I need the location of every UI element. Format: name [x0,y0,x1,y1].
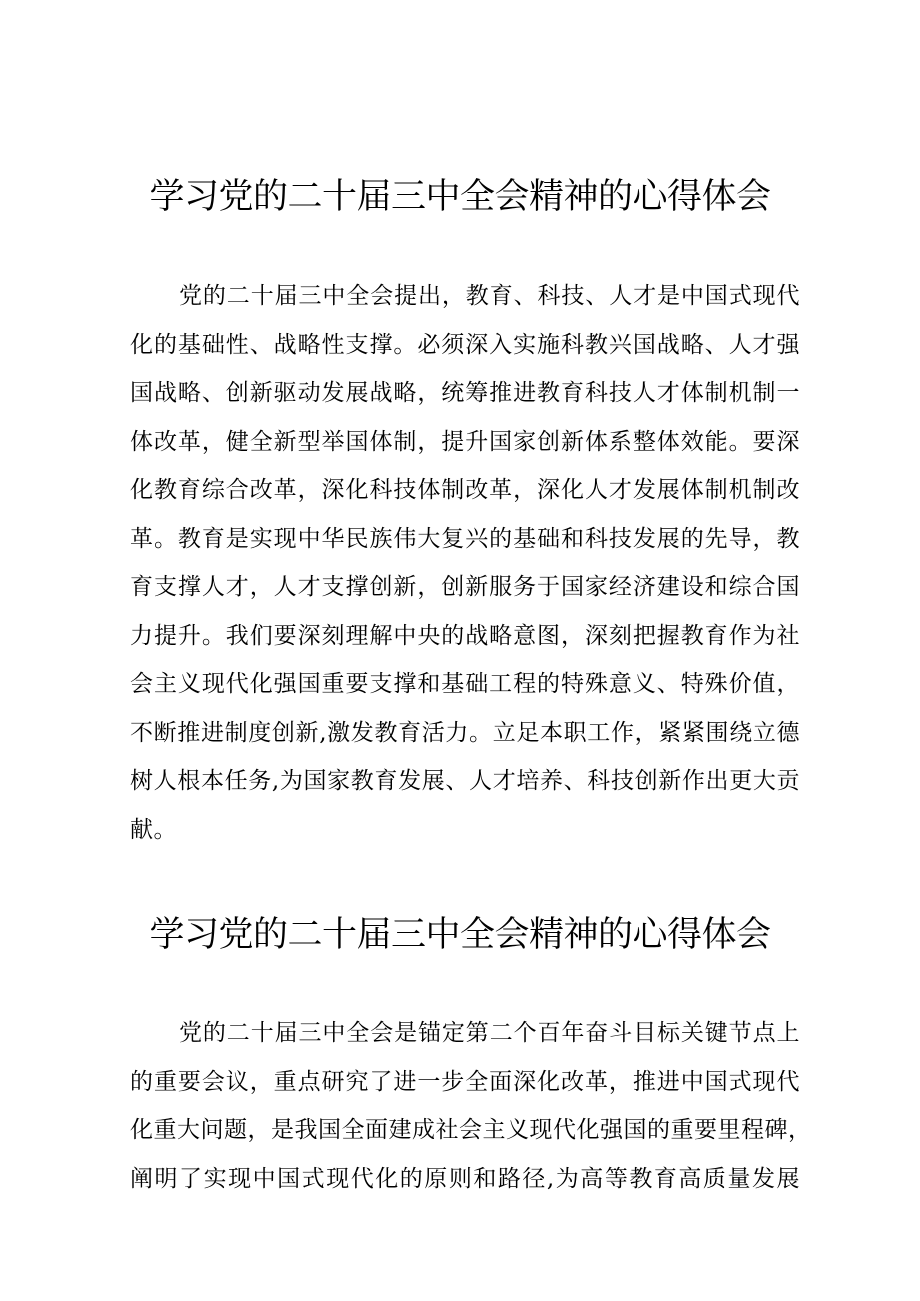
paragraph-line: 国战略、创新驱动发展战略，统筹推进教育科技人才体制机制一 [130,380,800,406]
section-title: 学习党的二十届三中全会精神的心得体会 [149,915,771,955]
paragraph-line: 阐明了实现中国式现代化的原则和路径,为高等教育高质量发展 [130,1165,800,1192]
paragraph-line: 党的二十届三中全会提出，教育、科技、人才是中国式现代 [179,283,800,309]
body-paragraph [130,1009,812,1203]
paragraph-line: 化重大问题，是我国全面建成社会主义现代化强国的重要里程碑， [130,1117,812,1143]
body-paragraph [130,272,800,854]
paragraph-line: 不断推进制度创新,激发教育活力。立足本职工作，紧紧围绕立德 [130,719,800,746]
paragraph-line: 党的二十届三中全会是锚定第二个百年奋斗目标关键节点上 [179,1020,800,1046]
paragraph-line: 的重要会议，重点研究了进一步全面深化改革，推进中国式现代 [130,1068,800,1095]
paragraph-line: 树人根本任务,为国家教育发展、人才培养、科技创新作出更大贡 [130,768,800,794]
paragraph-line: 献。 [130,816,177,843]
paragraph-line: 革。教育是实现中华民族伟大复兴的基础和科技发展的先导，教 [130,525,800,552]
paragraph-line: 育支撑人才，人才支撑创新，创新服务于国家经济建设和综合国 [130,574,800,600]
paragraph-line: 会主义现代化强国重要支撑和基础工程的特殊意义、特殊价值， [130,671,800,697]
paragraph-line: 化教育综合改革，深化科技体制改革，深化人才发展体制机制改 [130,477,800,503]
paragraph-line: 体改革，健全新型举国体制，提升国家创新体系整体效能。要深 [130,428,800,455]
paragraph-line: 化的基础性、战略性支撑。必须深入实施科教兴国战略、人才强 [130,331,800,358]
section-title: 学习党的二十届三中全会精神的心得体会 [149,177,771,217]
paragraph-line: 力提升。我们要深刻理解中央的战略意图，深刻把握教育作为社 [130,622,800,649]
